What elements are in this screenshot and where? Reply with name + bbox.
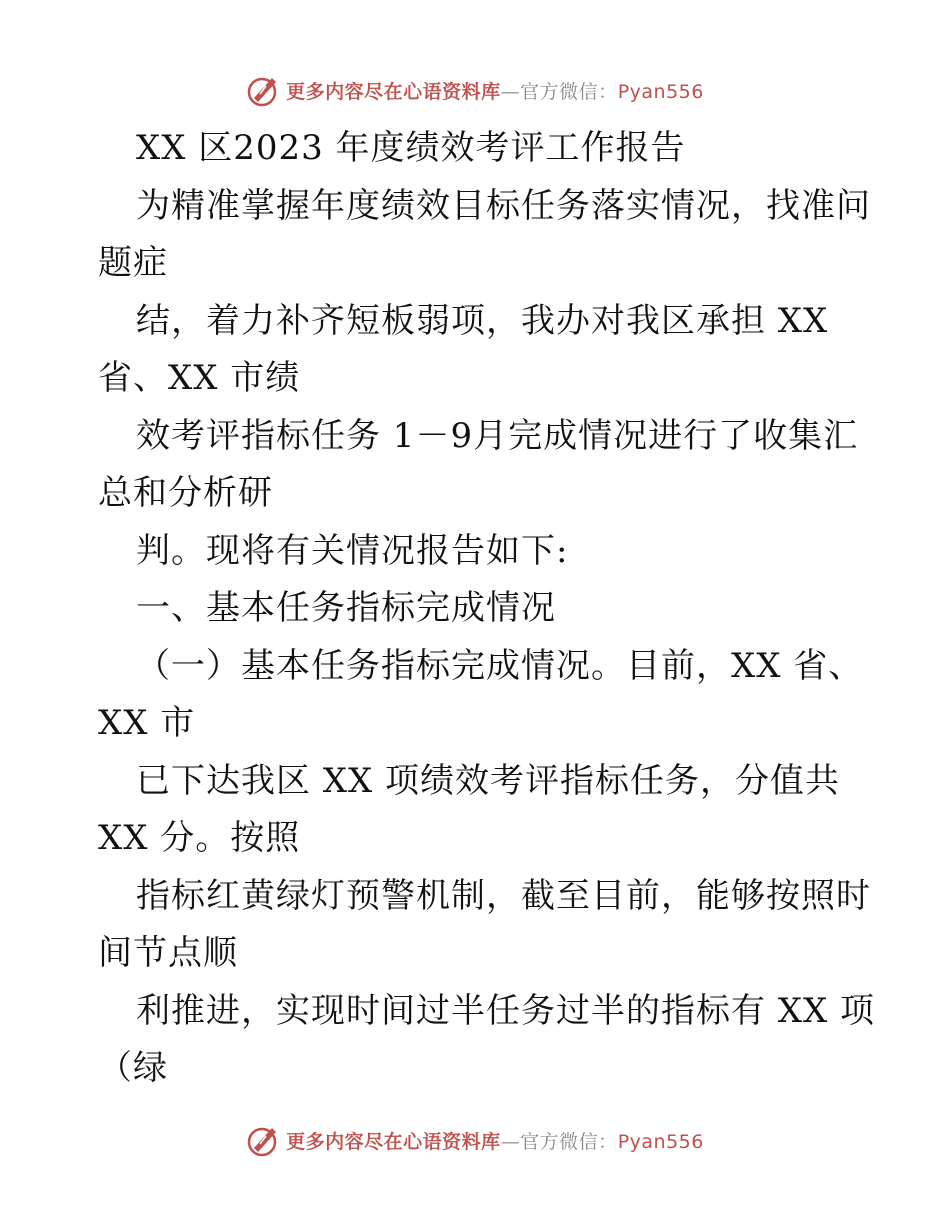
text-line: XX 分。按照 — [98, 818, 301, 858]
header-watermark — [0, 70, 950, 110]
text-line: 效考评指标任务 1－9月完成情况进行了收集汇 — [136, 415, 859, 456]
section-heading: 一、基本任务指标完成情况 — [136, 588, 556, 628]
text-line: 总和分析研 — [98, 473, 273, 513]
quill-logo-icon — [246, 1122, 282, 1158]
text-line: 利推进，实现时间过半任务过半的指标有 XX 项 — [136, 990, 876, 1031]
watermark-prefix: 官方微信： — [520, 1130, 618, 1153]
text-line: （一）基本任务指标完成情况。目前，XX 省、 — [136, 645, 864, 686]
watermark-account: Pyan556 — [617, 1130, 704, 1153]
text-line: 题症 — [98, 243, 168, 283]
watermark-separator: — — [500, 80, 521, 103]
text-line: （绿 — [98, 1048, 168, 1088]
text-line: 指标红黄绿灯预警机制，截至目前，能够按照时 — [136, 875, 871, 916]
watermark-site: 更多内容尽在心语资料库 — [286, 1130, 501, 1153]
text-line: 结，着力补齐短板弱项，我办对我区承担 XX — [136, 300, 829, 341]
watermark-site: 更多内容尽在心语资料库 — [286, 80, 501, 103]
text-line: 省、XX 市绩 — [98, 358, 301, 398]
text-line: 为精准掌握年度绩效目标任务落实情况，找准问 — [136, 185, 871, 226]
text-line: 已下达我区 XX 项绩效考评指标任务，分值共 — [136, 760, 841, 801]
footer-watermark — [0, 1120, 950, 1160]
quill-logo-icon — [246, 72, 282, 108]
document-body — [98, 120, 876, 1098]
watermark-prefix: 官方微信： — [520, 80, 618, 103]
text-line: 判。现将有关情况报告如下: — [136, 530, 569, 571]
watermark-account: Pyan556 — [617, 80, 704, 103]
text-line: 间节点顺 — [98, 933, 238, 973]
watermark-separator: — — [500, 1130, 521, 1153]
document-title: XX 区2023 年度绩效考评工作报告 — [136, 128, 686, 168]
text-line: XX 市 — [98, 703, 196, 743]
